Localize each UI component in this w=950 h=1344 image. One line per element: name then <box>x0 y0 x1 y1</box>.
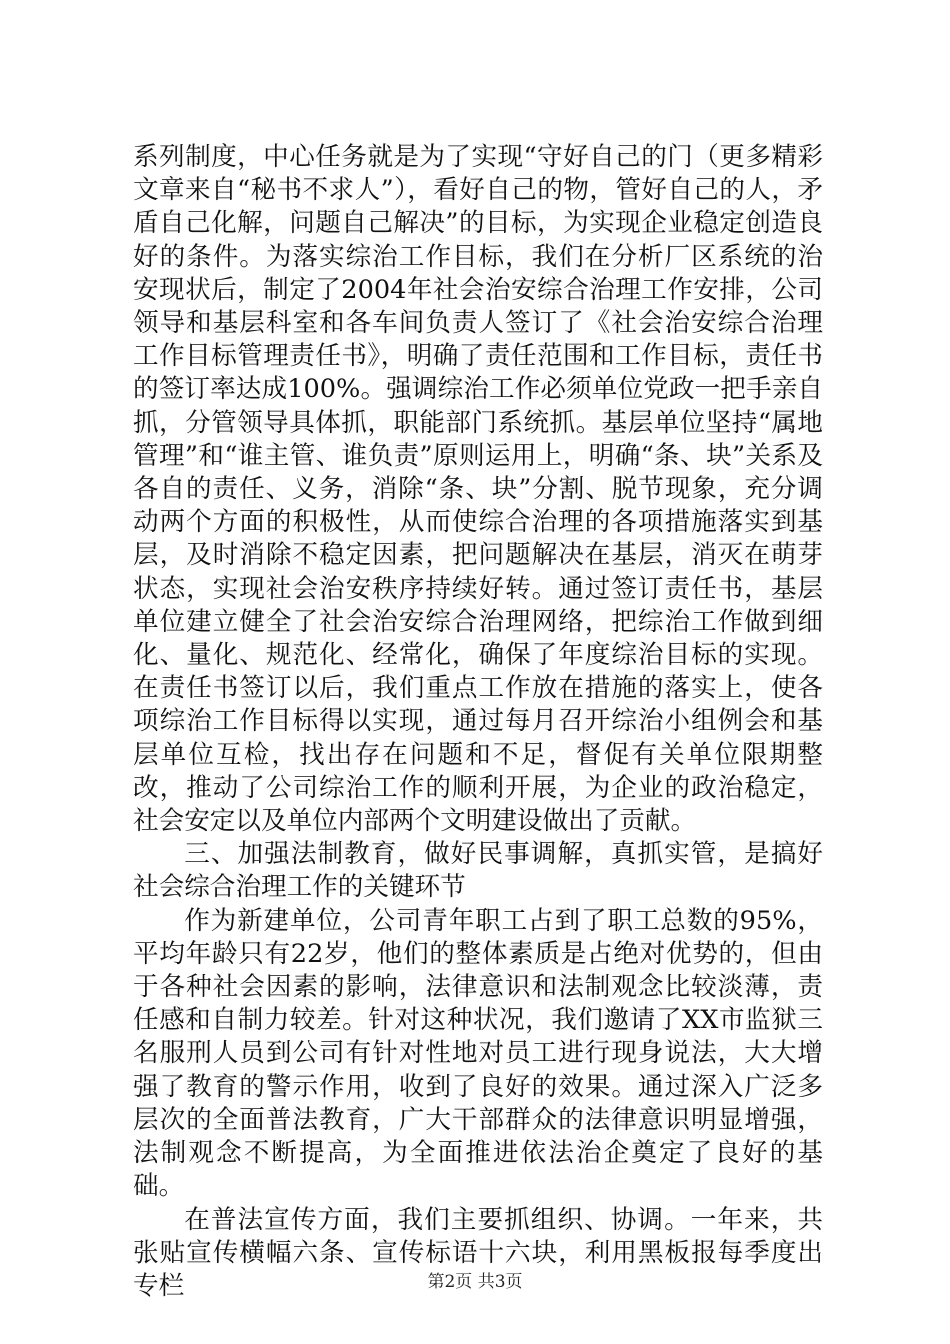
paragraph-4: 在普法宣传方面，我们主要抓组织、协调。一年来，共张贴宣传横幅六条、宣传标语十六块，利用黑板报每季度出专栏 <box>133 1204 823 1301</box>
paragraph-1: 系列制度，中心任务就是为了实现“守好自己的门（更多精彩文章来自“秘书不求人”），看好自己的物，管好自己的人，矛盾自己化解，问题自己解决”的目标，为实现企业稳定创造良好的条件。为落实综治工作目标，我们在分析厂区系统的治安现状后，制定了2004年社会治安综合治理工作安排，公司领导和基层科室和各车间负责人签订了《社会治安综合治理工作目标管理责任书》，明确了责任范围和工作目标，责任书的签订率达成100%。强调综治工作必须单位党政一把手亲自抓，分管领导具体抓，职能部门系统抓。基层单位坚持“属地管理”和“谁主管、谁负责”原则运用上，明确“条、块”关系及各自的责任、义务，消除“条、块”分割、脱节现象，充分调动两个方面的积极性，从而使综合治理的各项措施落实到基层，及时消除不稳定因素，把问题解决在基层，消灭在萌芽状态，实现社会治安秩序持续好转。通过签订责任书，基层单位建立健全了社会治安综合治理网络，把综治工作做到细化、量化、规范化、经常化，确保了年度综治目标的实现。在责任书签订以后，我们重点工作放在措施的落实上，使各项综治工作目标得以实现，通过每月召开综治小组例会和基层单位互检，找出存在问题和不足，督促有关单位限期整改，推动了公司综治工作的顺利开展，为企业的政治稳定，社会安定以及单位内部两个文明建设做出了贡献。 <box>133 142 823 837</box>
page-number-footer: 第2页 共3页 <box>427 1272 523 1292</box>
paragraph-3: 作为新建单位，公司青年职工占到了职工总数的95%，平均年龄只有22岁，他们的整体素质是占绝对优势的，但由于各种社会因素的影响，法律意识和法制观念比较淡薄，责任感和自制力较差。针对这种状况，我们邀请了XX市监狱三名服刑人员到公司有针对性地对员工进行现身说法，大大增强了教育的警示作用，收到了良好的效果。通过深入广泛多层次的全面普法教育，广大干部群众的法律意识明显增强，法制观念不断提高，为全面推进依法治企奠定了良好的基础。 <box>133 905 823 1202</box>
document-body <box>133 141 823 1303</box>
paragraph-2-heading: 三、加强法制教育，做好民事调解，真抓实管，是搞好社会综合治理工作的关键环节 <box>133 839 823 903</box>
